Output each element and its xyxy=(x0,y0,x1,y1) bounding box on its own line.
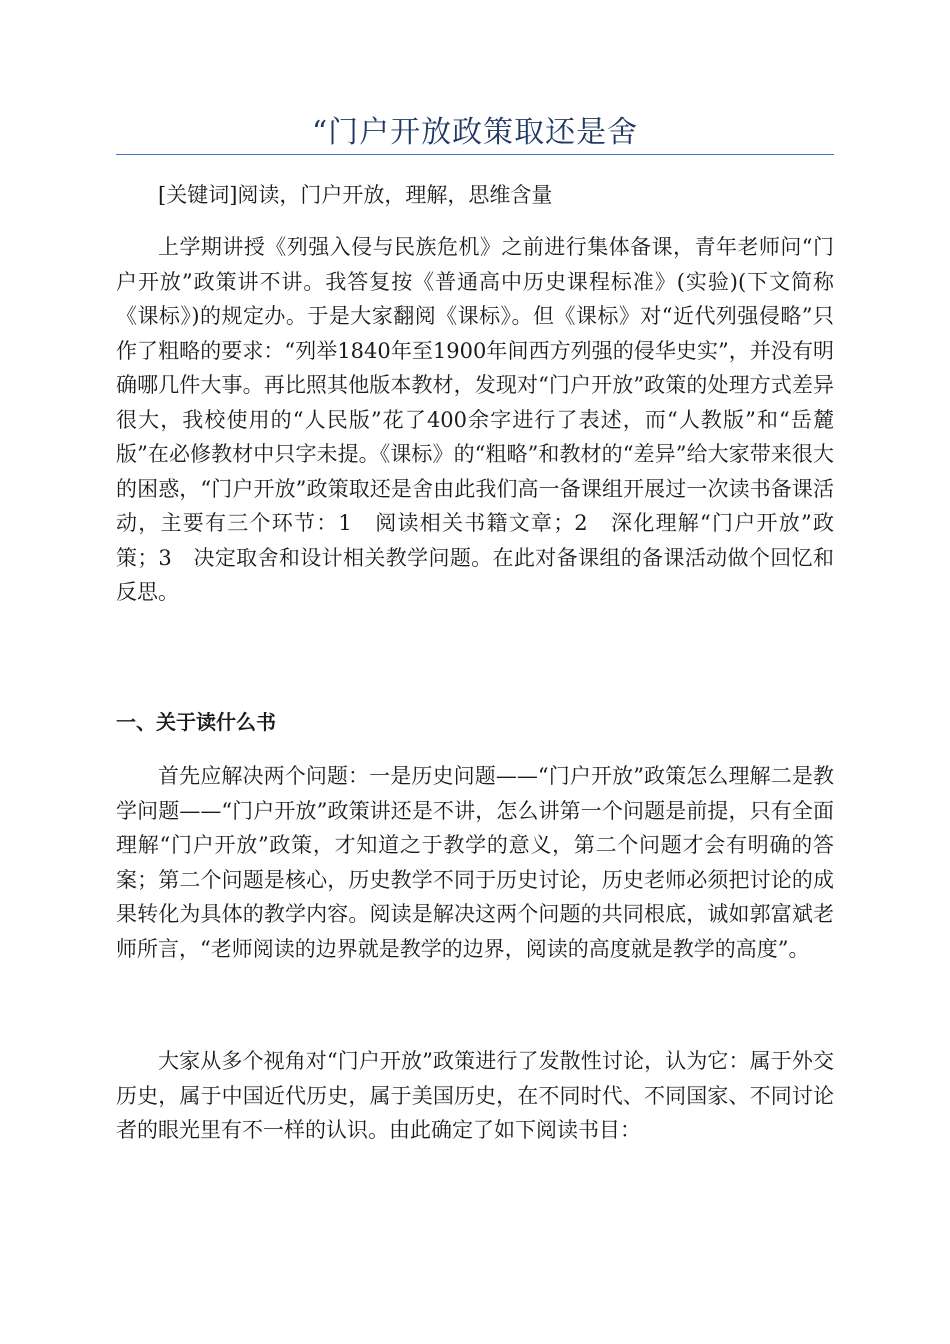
keywords-line: [关键词]阅读，门户开放，理解，思维含量 xyxy=(158,183,553,207)
paragraph-intro: 上学期讲授《列强入侵与民族危机》之前进行集体备课，青年老师问“门户开放”政策讲不讲。我答复按《普通高中历史课程标准》(实验)(下文简称《课标》)的规定办。于是大家翻阅《课标》。但《课标》对“近代列强侵略”只作了粗略的要求：“列举1840年至1900年间西方列强的侵华史实”，并没有明确哪几件大事。再比照其他版本教材，发现对“门户开放”政策的处理方式差异很大，我校使用的“人民版”花了400余字进行了表述，而“人教版”和“岳麓版”在必修教材中只字未提。《课标》的“粗略”和教材的“差异”给大家带来很大的困惑，“门户开放”政策取还是舍由此我们高一备课组开展过一次读书备课活动，主要有三个环节：1 阅读相关书籍文章；2 深化理解“门户开放”政策；3 决定取舍和设计相关教学问题。在此对备课组的备课活动做个回忆和反思。 xyxy=(116,235,834,604)
section-heading: 一、关于读什么书 xyxy=(116,710,276,734)
title-underline xyxy=(116,154,834,155)
paragraph-three: 大家从多个视角对“门户开放”政策进行了发散性讨论，认为它：属于外交历史，属于中国近代历史，属于美国历史，在不同时代、不同国家、不同讨论者的眼光里有不一样的认识。由此确定了如下阅读书目： xyxy=(116,1049,834,1142)
document-title: “门户开放政策取还是舍 xyxy=(311,115,639,150)
paragraph-two: 首先应解决两个问题：一是历史问题——“门户开放”政策怎么理解二是教学问题——“门户开放”政策讲还是不讲，怎么讲第一个问题是前提，只有全面理解“门户开放”政策，才知道之于教学的意义，第二个问题才会有明确的答案；第二个问题是核心，历史教学不同于历史讨论，历史老师必须把讨论的成果转化为具体的教学内容。阅读是解决这两个问题的共同根底，诚如郭富斌老师所言，“老师阅读的边界就是教学的边界，阅读的高度就是教学的高度”。 xyxy=(116,764,834,961)
